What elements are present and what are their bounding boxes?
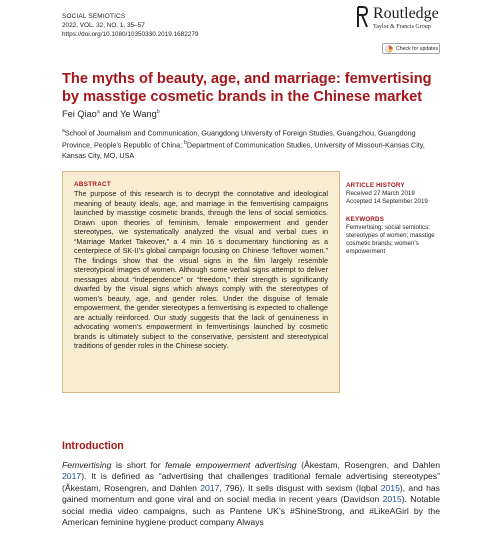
check-for-updates-button[interactable] xyxy=(382,43,440,54)
authors-joiner: and xyxy=(102,109,118,120)
citation-link[interactable]: 2017 xyxy=(62,471,82,482)
citation-link[interactable]: 2017 xyxy=(200,482,220,493)
keywords-heading: KEYWORDS xyxy=(346,216,385,223)
intro-text-segment: (Åkestam, Rosengren, and Dahlen xyxy=(296,460,440,470)
article-history-heading: ARTICLE HISTORY xyxy=(346,182,405,189)
citation-link[interactable]: 2015 xyxy=(380,482,400,493)
intro-text-segment: is short for xyxy=(111,460,166,470)
check-updates-label: Check for updates xyxy=(396,45,439,52)
journal-info xyxy=(62,12,198,39)
publisher-name: Routledge xyxy=(373,5,439,22)
term-female-empowerment: female empowerment advertising xyxy=(165,460,297,470)
author-name[interactable]: Ye Wang xyxy=(120,109,157,120)
article-sidebar xyxy=(346,182,442,256)
journal-volume: 2022, VOL. 32, NO. 1, 35–57 xyxy=(62,22,145,29)
author-affil-mark[interactable]: a xyxy=(96,109,100,115)
introduction-heading: Introduction xyxy=(62,440,124,452)
publisher-logo[interactable] xyxy=(356,6,439,31)
affiliation-a: School of Journalism and Communication, Guangdong University of Foreign Studies, Guangzhou, Guangdong Province, People’s Republic of China; xyxy=(62,128,416,150)
doi-link[interactable]: https://doi.org/10.1080/10350330.2019.1682279 xyxy=(62,31,199,38)
affiliation-b: Department of Communication Studies, University of Missouri-Kansas City, Kansas City, MO, USA xyxy=(62,140,425,160)
intro-text-segment: ). Notable social media video campaigns, such as Pantene UK’s #ShineStrong, and #LikeAGirl by the American feminine hygiene product company Always xyxy=(62,494,440,528)
citation-link[interactable]: 2015 xyxy=(382,494,402,505)
affiliations xyxy=(62,126,440,161)
term-femvertising: Femvertising xyxy=(62,460,112,470)
intro-text-segment: ), and has gained momentum and gone viral and on social media in recent years (Davidson xyxy=(62,482,440,505)
accepted-date: Accepted 14 September 2019 xyxy=(346,198,428,205)
affil-mark-a: a xyxy=(62,128,65,134)
introduction-paragraph xyxy=(62,460,440,528)
abstract-text: The purpose of this research is to decrypt the connotative and ideological meaning of beauty ideals, age, and marriage in the femvertising campaigns launched by masstige cosmetic brands, through the lens of social semiotics. Drawn upon theories of feminism, female empowerment and gender stereotypes, we systematically analyzed the visual and verbal cues in “Marriage Market Takeover,” a 4 min 16 s documentary functioning as a centerpiece of SK-II’s global campaign focusing on Chinese “leftover women.” The findings show that the visual signs in the film largely resemble stereotypical images of women. Although some verbal signs attempt to deliver messages about “independence” or “freedom,” their strength is significantly dwarfed by the visual signs which always comply with the stereotypes of women’s beauty, age, and gender roles. Under the disguise of female empowerment, the gender stereotypes a femvertising is expected to challenge are actually reinforced. Our study suggests that the lack of genuineness in advocating women’s empowerment in femvertisings launched by cosmetic brands is ultimately subject to the conservative, persistent and stereotypical traditions of gender roles in the Chinese society. xyxy=(74,189,328,350)
author-list xyxy=(62,109,160,119)
author-affil-mark[interactable]: b xyxy=(156,109,160,115)
received-date: Received 27 March 2019 xyxy=(346,190,415,197)
article-title: The myths of beauty, age, and marriage: femvertising by masstige cosmetic brands in the Chinese market xyxy=(62,71,432,105)
keywords-text: Femvertising; social semiotics; stereotypes of women; masstige cosmetic brands; women’s empowerment xyxy=(346,224,435,255)
intro-text-segment: ). It is defined as “advertising that challenges traditional female advertising stereotypes” (Åkestam, Rosengren, and Dahlen xyxy=(62,471,440,493)
abstract-heading: ABSTRACT xyxy=(74,181,112,188)
abstract-box xyxy=(62,171,340,393)
publisher-group: Taylor & Francis Group xyxy=(373,24,431,30)
author-name[interactable]: Fei Qiao xyxy=(62,109,97,120)
intro-text-segment: , 796). It sells disgust with sexism (Iqbal xyxy=(219,482,381,493)
routledge-mark-icon xyxy=(356,6,368,28)
journal-name: SOCIAL SEMIOTICS xyxy=(62,13,126,20)
affil-mark-b: b xyxy=(184,140,187,147)
check-updates-icon xyxy=(385,45,393,53)
